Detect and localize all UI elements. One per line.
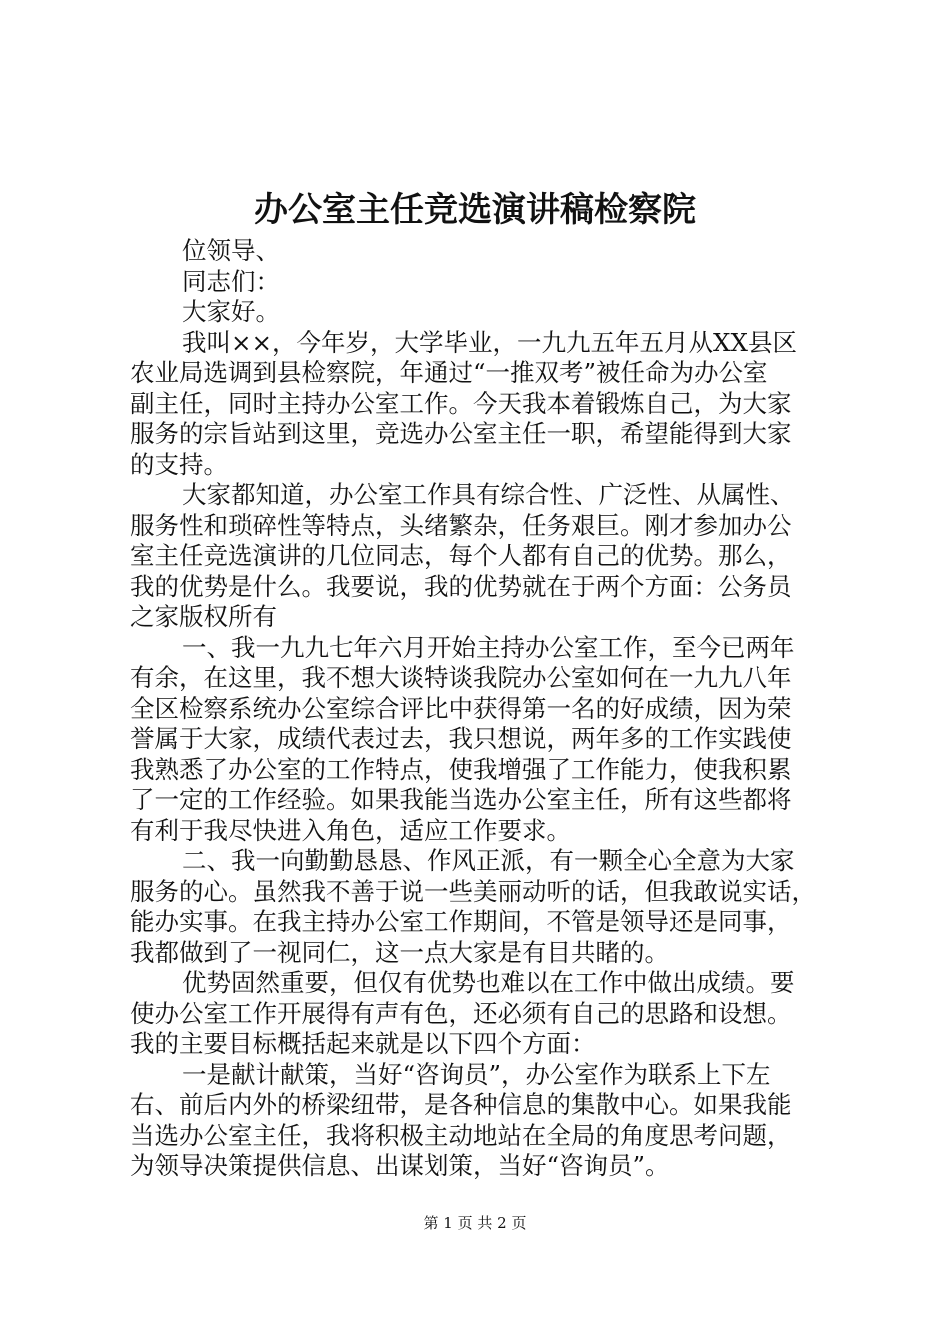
body-line: 位领导、: [182, 236, 280, 265]
body-line: 服务性和琐碎性等特点，头绪繁杂，任务艰巨。刚才参加办公: [130, 510, 792, 540]
body-line: 一是献计献策，当好“咨询员”，办公室作为联系上下左: [182, 1059, 771, 1089]
document-title: 办公室主任竞选演讲稿检察院: [254, 190, 696, 230]
page-footer: 第 1 页 共 2 页: [423, 1214, 527, 1232]
body-line: 室主任竞选演讲的几位同志，每个人都有自己的优势。那么，: [130, 541, 792, 570]
body-line: 誉属于大家，成绩代表过去，我只想说，两年多的工作实践使: [130, 724, 792, 753]
body-line: 为领导决策提供信息、出谋划策，当好“咨询员”。: [130, 1151, 670, 1180]
body-line: 我熟悉了办公室的工作特点，使我增强了工作能力，使我积累: [130, 754, 792, 784]
body-line: 农业局选调到县检察院，年通过“一推双考”被任命为办公室: [130, 358, 768, 387]
body-line: 我的优势是什么。我要说，我的优势就在于两个方面：公务员: [130, 571, 792, 601]
body-line: 服务的心。虽然我不善于说一些美丽动听的话，但我敢说实话，: [130, 876, 816, 906]
body-line: 二、我一向勤勤恳恳、作风正派，有一颗全心全意为大家: [182, 846, 795, 875]
body-line: 服务的宗旨站到这里，竞选办公室主任一职，希望能得到大家: [130, 419, 792, 448]
body-line: 我叫××，今年岁，大学毕业，一九九五年五月从XX县区: [182, 327, 797, 357]
body-line: 一、我一九九七年六月开始主持办公室工作，至今已两年: [182, 632, 795, 662]
body-line: 全区检察系统办公室综合评比中获得第一名的好成绩，因为荣: [130, 693, 792, 723]
body-line: 了一定的工作经验。如果我能当选办公室主任，所有这些都将: [130, 785, 792, 814]
body-line: 大家好。: [182, 297, 280, 326]
body-line: 优势固然重要，但仅有优势也难以在工作中做出成绩。要: [182, 968, 795, 997]
body-line: 我都做到了一视同仁，这一点大家是有目共睹的。: [130, 937, 669, 967]
body-line: 当选办公室主任，我将积极主动地站在全局的角度思考问题，: [130, 1120, 792, 1150]
body-line: 的支持。: [130, 449, 228, 479]
body-line: 右、前后内外的桥梁纽带，是各种信息的集散中心。如果我能: [130, 1090, 792, 1119]
document-body: [130, 236, 830, 1182]
body-line: 我的主要目标概括起来就是以下四个方面：: [130, 1029, 596, 1058]
body-line: 之家版权所有: [130, 602, 277, 631]
body-line: 有利于我尽快进入角色，适应工作要求。: [130, 815, 571, 845]
body-line: 使办公室工作开展得有声有色，还必须有自己的思路和设想。: [130, 998, 792, 1028]
body-line: 同志们：: [182, 266, 280, 296]
body-line: 副主任，同时主持办公室工作。今天我本着锻炼自己，为大家: [130, 388, 792, 418]
body-line: 能办实事。在我主持办公室工作期间，不管是领导还是同事，: [130, 907, 792, 936]
body-line: 有余，在这里，我不想大谈特谈我院办公室如何在一九九八年: [130, 663, 792, 692]
body-line: 大家都知道，办公室工作具有综合性、广泛性、从属性、: [182, 480, 795, 509]
